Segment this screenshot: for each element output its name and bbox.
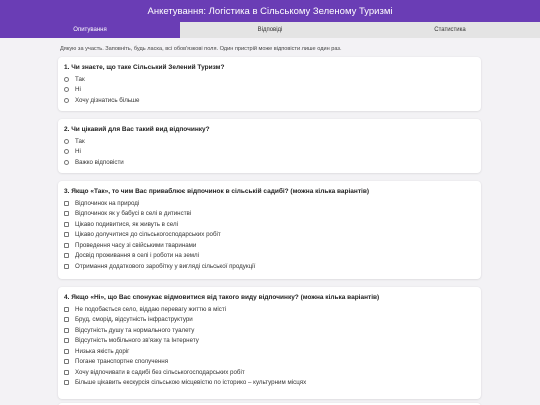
option-label: Цікаво долучитися до сільськогосподарських робіт: [75, 231, 221, 239]
option-row[interactable]: [64, 219, 475, 230]
option-label: Відсутність мобільного зв'язку та Інтернету: [75, 337, 199, 345]
option-label: Отримання додаткового заробітку у вигляді сільської продукції: [75, 262, 256, 270]
option-row[interactable]: [64, 336, 475, 347]
option-row[interactable]: [64, 230, 475, 241]
option-label: Хочу відпочивати в садибі без сільськогосподарських робіт: [75, 368, 245, 376]
question-title: 1. Чи знаєте, що таке Сільський Зелений Туризм?: [64, 64, 225, 71]
option-label: Ні: [75, 148, 81, 156]
option-row[interactable]: [64, 304, 475, 315]
radio-button[interactable]: [64, 77, 69, 82]
question-card-1: [58, 57, 481, 111]
checkbox[interactable]: [64, 243, 69, 248]
option-row[interactable]: [64, 74, 475, 85]
option-label: Ні: [75, 86, 81, 94]
option-row[interactable]: [64, 378, 475, 389]
option-row[interactable]: [64, 357, 475, 368]
option-label: Хочу дізнатись більше: [75, 96, 140, 104]
option-row[interactable]: [64, 367, 475, 378]
intro-text: Дякую за участь. Заповніть, будь ласка, всі обов'язкові поля. Один пристрій може відповісти лише один раз.: [60, 46, 342, 52]
question-card-3: [58, 181, 481, 279]
app-header: [0, 0, 540, 22]
option-label: Низька якість доріг: [75, 347, 130, 355]
checkbox[interactable]: [64, 232, 69, 237]
option-row[interactable]: [64, 198, 475, 209]
option-row[interactable]: [64, 251, 475, 262]
checkbox[interactable]: [64, 307, 69, 312]
checkbox[interactable]: [64, 222, 69, 227]
option-row[interactable]: [64, 315, 475, 326]
option-label: Погане транспортне сполучення: [75, 358, 169, 366]
tab-bar: [0, 22, 540, 38]
option-row[interactable]: [64, 95, 475, 106]
checkbox[interactable]: [64, 201, 69, 206]
checkbox[interactable]: [64, 349, 69, 354]
option-label: Відпочинок на природі: [75, 199, 140, 207]
question-title: 3. Якщо «Так», то чим Вас приваблює відпочинок в сільській садибі? (можна кілька варіантів): [64, 188, 369, 195]
option-row[interactable]: [64, 85, 475, 96]
checkbox[interactable]: [64, 317, 69, 322]
question-title: 2. Чи цікавий для Вас такий вид відпочинку?: [64, 126, 210, 133]
checkbox[interactable]: [64, 359, 69, 364]
checkbox[interactable]: [64, 328, 69, 333]
option-label: Цікаво подивитися, як живуть в селі: [75, 220, 178, 228]
checkbox[interactable]: [64, 211, 69, 216]
option-row[interactable]: [64, 325, 475, 336]
option-label: Важко відповісти: [75, 158, 124, 166]
option-row[interactable]: [64, 346, 475, 357]
option-label: Так: [75, 137, 85, 145]
option-label: Більше цікавить екскурсія сільською місцевістю по історико – культурним місцях: [75, 379, 307, 387]
radio-button[interactable]: [64, 87, 69, 92]
checkbox[interactable]: [64, 380, 69, 385]
option-row[interactable]: [64, 147, 475, 158]
option-row[interactable]: [64, 240, 475, 251]
radio-button[interactable]: [64, 139, 69, 144]
radio-button[interactable]: [64, 98, 69, 103]
page-title: Анкетування: Логістика в Сільському Зеленому Туризмі: [147, 5, 393, 17]
option-label: Відпочинок як у бабусі в селі в дитинстві: [75, 210, 192, 218]
option-row[interactable]: [64, 261, 475, 272]
question-title: 4. Якщо «Ні», що Вас спонукає відмовитися від такого виду відпочинку? (можна кілька варіантів): [64, 294, 380, 301]
tab-responses[interactable]: Відповіді: [257, 27, 283, 33]
option-row[interactable]: [64, 209, 475, 220]
radio-button[interactable]: [64, 160, 69, 165]
radio-button[interactable]: [64, 149, 69, 154]
option-row[interactable]: [64, 157, 475, 168]
survey-content: [0, 38, 540, 405]
option-label: Проведення часу зі свійськими тваринами: [75, 241, 197, 249]
option-label: Бруд, сморід, відсутність інфраструктури: [75, 316, 193, 324]
option-label: Не подобається село, віддаю перевагу життю в місті: [75, 305, 227, 313]
checkbox[interactable]: [64, 370, 69, 375]
tab-survey[interactable]: Опитування: [0, 22, 180, 38]
option-label: Відсутність душу та нормального туалету: [75, 326, 195, 334]
tab-statistics[interactable]: Статистика: [434, 27, 466, 33]
checkbox[interactable]: [64, 338, 69, 343]
checkbox[interactable]: [64, 264, 69, 269]
option-label: Так: [75, 75, 85, 83]
option-row[interactable]: [64, 136, 475, 147]
option-label: Досвід проживання в селі і роботи на землі: [75, 252, 200, 260]
question-card-2: [58, 119, 481, 173]
checkbox[interactable]: [64, 253, 69, 258]
question-card-4: [58, 287, 481, 399]
